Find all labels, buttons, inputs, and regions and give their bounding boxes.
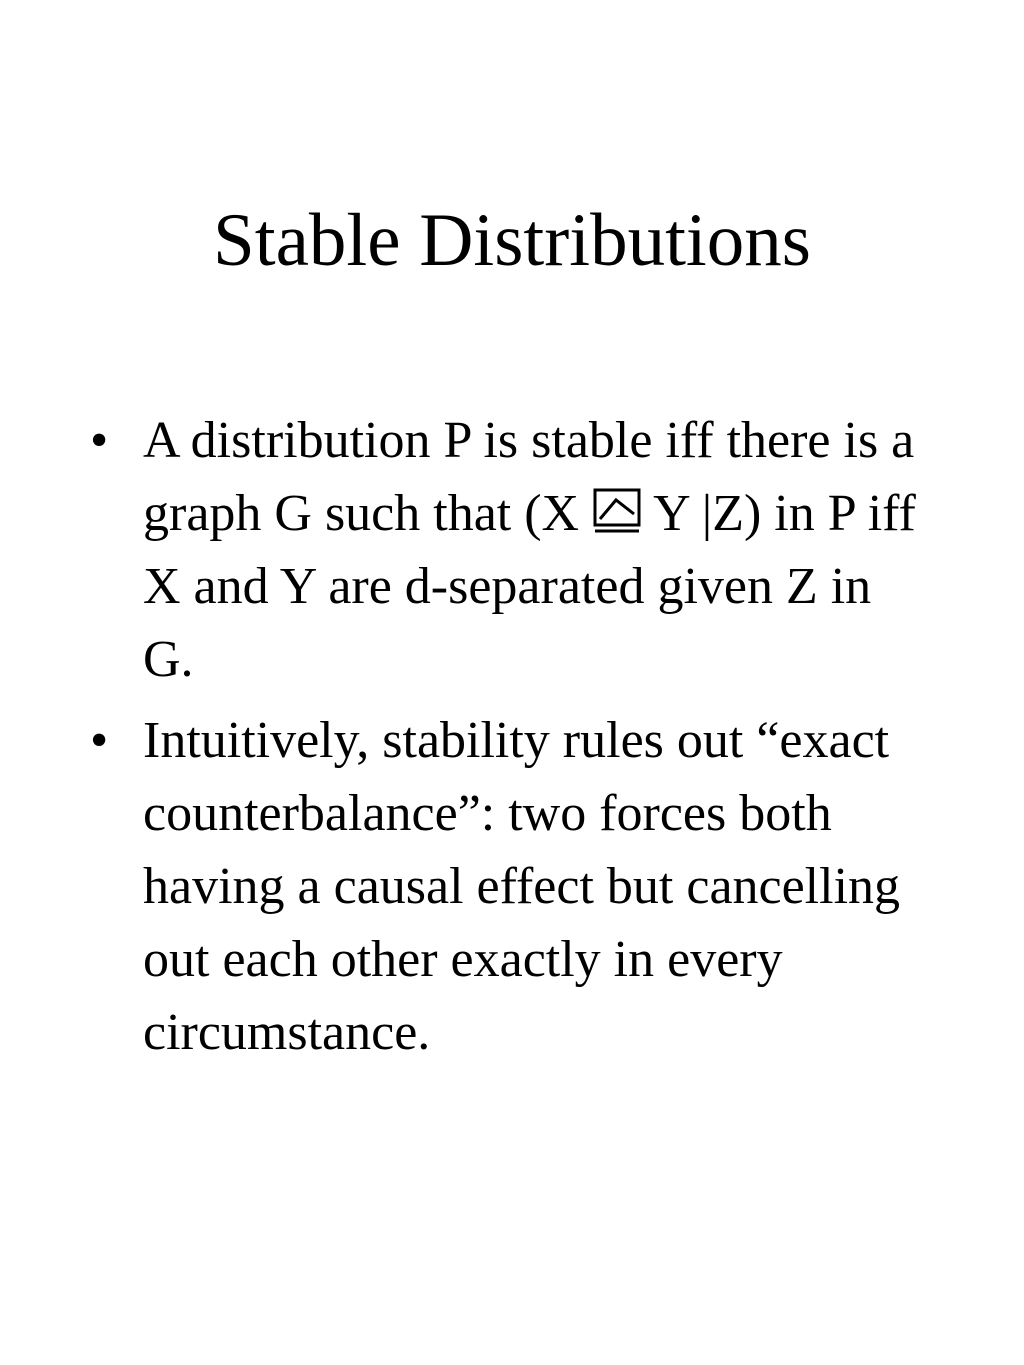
bullet-text-part-1: A distribution P is stable iff there is a graph G such that (X [143, 412, 915, 542]
bullet-text: Intuitively, stability rules out “exact counterbalance”: two forces both having a causal effect but cancelling out each other exactly in every circumstance. [143, 712, 901, 1061]
bullet-marker: • [90, 712, 109, 769]
slide-title: Stable Distributions [213, 199, 811, 282]
independence-symbol-icon [592, 486, 642, 534]
bullet-text-part-2: Y |Z) in P iff X and Y are d-separated given Z in G. [143, 485, 916, 688]
bullet-item-intuition [90, 704, 920, 1069]
bullet-item-stable-definition [90, 404, 920, 696]
bullet-list [90, 404, 920, 1077]
bullet-marker: • [90, 412, 109, 469]
